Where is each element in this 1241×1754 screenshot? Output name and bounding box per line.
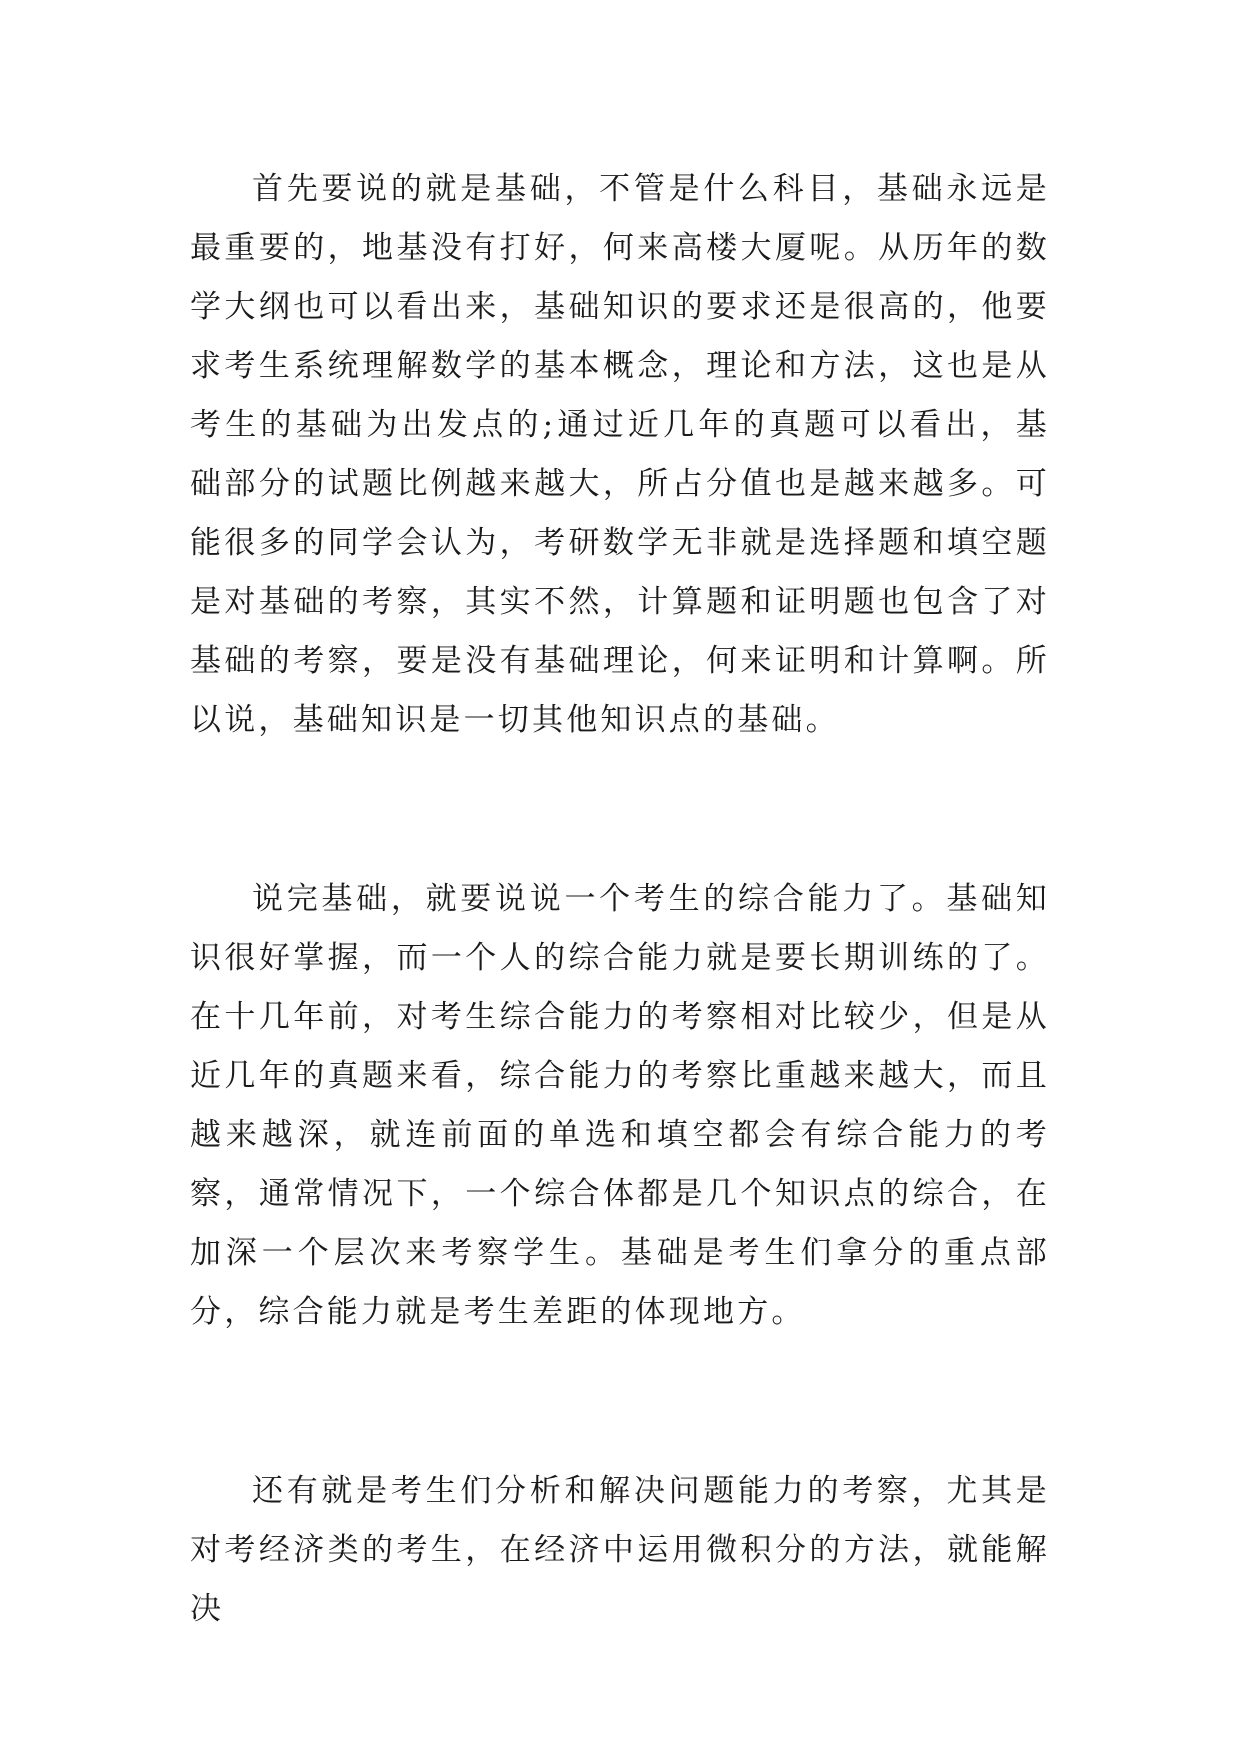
paragraph-basics: 首先要说的就是基础，不管是什么科目，基础永远是最重要的，地基没有打好，何来高楼大厦呢。从历年的数学大纲也可以看出来，基础知识的要求还是很高的，他要求考生系统理解数学的基本概念，理论和方法，这也是从考生的基础为出发点的;通过近几年的真题可以看出，基础部分的试题比例越来越大，所占分值也是越来越多。可能很多的同学会认为，考研数学无非就是选择题和填空题是对基础的考察，其实不然，计算题和证明题也包含了对基础的考察，要是没有基础理论，何来证明和计算啊。所以说，基础知识是一切其他知识点的基础。 — [190, 171, 1050, 738]
paragraph-problem-solving: 还有就是考生们分析和解决问题能力的考察，尤其是对考经济类的考生，在经济中运用微积分的方法，就能解决 — [190, 1473, 1050, 1627]
text-body — [190, 160, 1050, 1639]
paragraph-comprehensive-ability: 说完基础，就要说说一个考生的综合能力了。基础知识很好掌握，而一个人的综合能力就是要长期训练的了。在十几年前，对考生综合能力的考察相对比较少，但是从近几年的真题来看，综合能力的考察比重越来越大，而且越来越深，就连前面的单选和填空都会有综合能力的考察，通常情况下，一个综合体都是几个知识点的综合，在加深一个层次来考察学生。基础是考生们拿分的重点部分，综合能力就是考生差距的体现地方。 — [190, 881, 1050, 1330]
